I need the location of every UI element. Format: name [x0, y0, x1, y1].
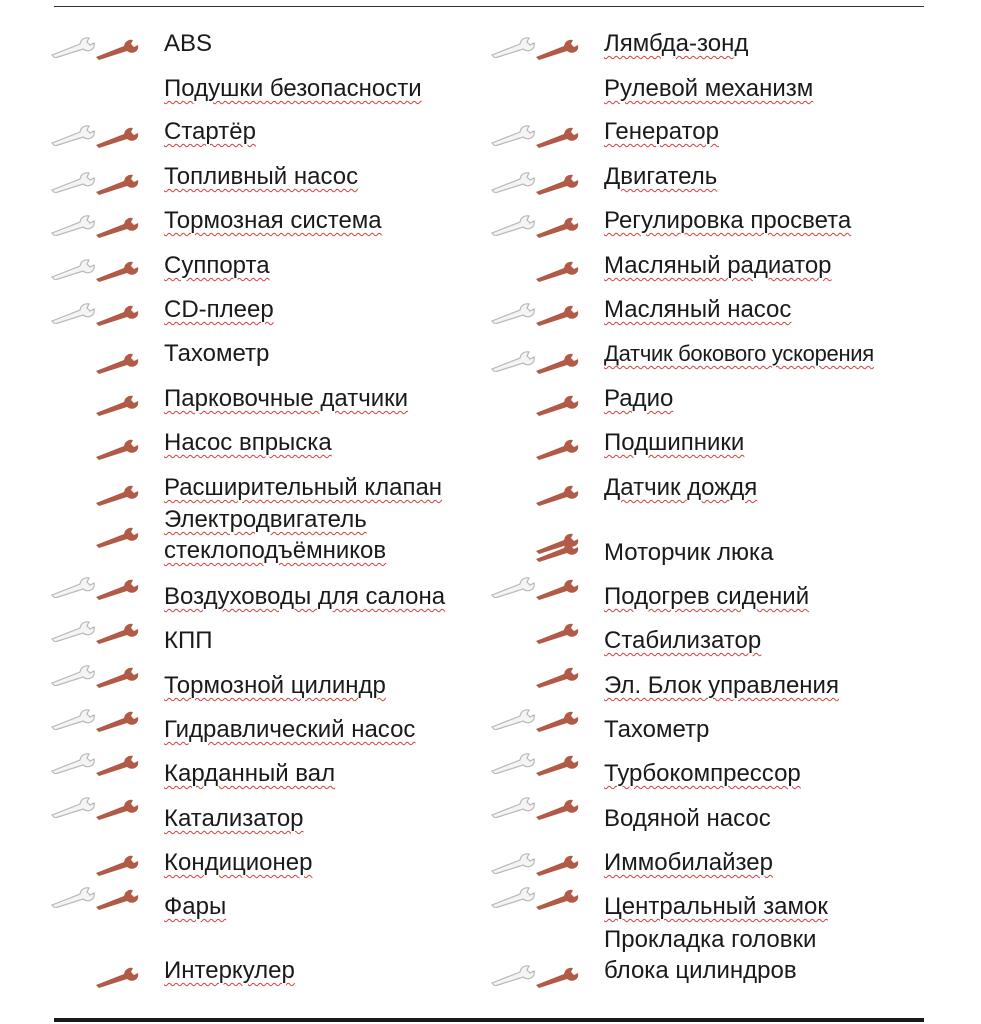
item-label [164, 504, 386, 566]
wrench-icons [490, 206, 600, 246]
item-label: Центральный замок [604, 893, 828, 920]
wrench-outline-icon [490, 214, 538, 236]
wrench-icon [94, 394, 142, 416]
wrench-icons [490, 474, 600, 514]
item-label: CD-плеер [164, 296, 274, 323]
wrench-outline-icon [50, 708, 98, 730]
item-label: Генератор [604, 118, 719, 145]
wrench-icon [94, 484, 142, 506]
item-label: Воздуховоды для салона [164, 583, 446, 610]
wrench-icon [94, 578, 142, 600]
wrench-icon [534, 394, 582, 416]
wrench-icons [50, 75, 160, 115]
wrench-icons [490, 116, 600, 156]
wrench-outline-icon [50, 258, 98, 280]
wrench-icon [534, 216, 582, 238]
wrench-icon [94, 622, 142, 644]
item-label: Тахометр [164, 340, 270, 367]
wrench-icon [94, 666, 142, 688]
wrench-icons [490, 878, 600, 918]
wrench-outline-icon [490, 852, 538, 874]
wrench-outline-icon [50, 796, 98, 818]
wrench-icons [50, 878, 160, 918]
wrench-icons [490, 75, 600, 115]
wrench-icon [534, 754, 582, 776]
item-label-line: Прокладка головки [604, 926, 817, 953]
wrench-icon [94, 888, 142, 910]
wrench-icons [490, 384, 600, 424]
item-label: Парковочные датчики [164, 385, 409, 412]
item-label: Тормозная система [164, 207, 382, 234]
wrench-outline-icon [50, 886, 98, 908]
item-label: Лямбда-зонд [604, 30, 749, 57]
wrench-icons [50, 612, 160, 652]
wrench-outline-icon [50, 36, 98, 58]
wrench-icons [50, 700, 160, 740]
wrench-outline-icon [50, 171, 98, 193]
item-label: ABS [164, 30, 213, 57]
wrench-icon [94, 126, 142, 148]
item-label: Подшипники [604, 429, 745, 456]
item-label: Эл. Блок управления [604, 672, 839, 699]
wrench-icon [94, 260, 142, 282]
wrench-icons [50, 116, 160, 156]
wrench-icon [534, 126, 582, 148]
item-label: Стартёр [164, 118, 256, 145]
wrench-icons [490, 342, 600, 382]
bottom-rule [54, 1018, 924, 1022]
wrench-icon [534, 578, 582, 600]
wrench-icons [50, 342, 160, 382]
wrench-icon [534, 966, 582, 988]
wrench-outline-icon [490, 302, 538, 324]
wrench-icon [94, 304, 142, 326]
wrench-icon [534, 438, 582, 460]
wrench-icons [50, 788, 160, 828]
item-label: Фары [164, 893, 227, 920]
wrench-outline-icon [50, 664, 98, 686]
item-label: Подушки безопасности [164, 75, 422, 102]
item-label: Двигатель [604, 163, 718, 190]
item-label: КПП [164, 627, 213, 654]
wrench-outline-icon [50, 576, 98, 598]
wrench-icons [490, 612, 600, 652]
wrench-icons [50, 163, 160, 203]
item-label: Радио [604, 385, 674, 412]
wrench-outline-icon [50, 620, 98, 642]
wrench-icons [50, 656, 160, 696]
wrench-icon [534, 798, 582, 820]
item-label: Стабилизатор [604, 627, 762, 654]
wrench-icons [490, 428, 600, 468]
item-label: Масляный радиатор [604, 252, 832, 279]
wrench-icon [94, 216, 142, 238]
wrench-icon [94, 854, 142, 876]
wrench-icon [534, 888, 582, 910]
item-label: Тахометр [604, 716, 710, 743]
item-label-line: Электродвигатель [164, 506, 367, 533]
wrench-icon [534, 260, 582, 282]
wrench-icon [534, 173, 582, 195]
item-label: Регулировка просвета [604, 207, 852, 234]
wrench-icons [50, 568, 160, 608]
wrench-icons [50, 744, 160, 784]
item-label: Масляный насос [604, 296, 792, 323]
wrench-outline-icon [50, 124, 98, 146]
wrench-icon [94, 352, 142, 374]
wrench-outline-icon [490, 964, 538, 986]
wrench-icons [490, 744, 600, 784]
item-label: Катализатор [164, 805, 304, 832]
item-label-line: стеклоподъёмников [164, 537, 387, 564]
wrench-outline-icon [490, 350, 538, 372]
wrench-icon [534, 540, 582, 562]
wrench-icons [490, 788, 600, 828]
wrench-icons [50, 294, 160, 334]
item-label: Иммобилайзер [604, 849, 773, 876]
wrench-icon [94, 526, 142, 548]
wrench-outline-icon [490, 796, 538, 818]
wrench-icons [50, 516, 160, 556]
wrench-icon [534, 710, 582, 732]
wrench-icons [50, 28, 160, 68]
wrench-outline-icon [490, 36, 538, 58]
item-label: Подогрев сидений [604, 583, 810, 610]
item-label: Тормозной цилиндр [164, 672, 386, 699]
wrench-icons [50, 206, 160, 246]
wrench-outline-icon [490, 576, 538, 598]
item-label: Водяной насос [604, 805, 771, 832]
item-label: Интеркулер [164, 957, 295, 984]
item-label: Насос впрыска [164, 429, 332, 456]
wrench-outline-icon [490, 124, 538, 146]
wrench-icon [534, 666, 582, 688]
wrench-outline-icon [50, 752, 98, 774]
wrench-icons [490, 568, 600, 608]
item-label: Рулевой механизм [604, 75, 814, 102]
wrench-icons [490, 28, 600, 68]
top-rule [54, 6, 924, 7]
wrench-icons [50, 956, 160, 996]
item-label-line: блока цилиндров [604, 957, 797, 984]
item-label: Расширительный клапан [164, 474, 443, 501]
item-label: Суппорта [164, 252, 270, 279]
wrench-icon [534, 304, 582, 326]
item-label: Моторчик люка [604, 539, 774, 566]
item-label: Датчик бокового ускорения [604, 341, 874, 366]
wrench-icon [534, 854, 582, 876]
wrench-icon [94, 798, 142, 820]
wrench-icons [50, 384, 160, 424]
wrench-icons [50, 250, 160, 290]
wrench-icon [534, 38, 582, 60]
item-label: Топливный насос [164, 163, 359, 190]
wrench-outline-icon [490, 708, 538, 730]
wrench-outline-icon [490, 752, 538, 774]
wrench-icons [50, 428, 160, 468]
wrench-icon [94, 710, 142, 732]
wrench-icons [490, 294, 600, 334]
wrench-icon [94, 754, 142, 776]
wrench-icons [490, 530, 600, 570]
item-label: Датчик дождя [604, 474, 758, 501]
wrench-icon [94, 173, 142, 195]
item-label: Карданный вал [164, 760, 336, 787]
wrench-icons [490, 700, 600, 740]
wrench-outline-icon [50, 214, 98, 236]
wrench-icons [50, 474, 160, 514]
wrench-icons [490, 656, 600, 696]
wrench-icons [490, 956, 600, 996]
item-label: Гидравлический насос [164, 716, 416, 743]
wrench-icon [94, 966, 142, 988]
wrench-icon [534, 352, 582, 374]
wrench-icons [490, 250, 600, 290]
wrench-icon [94, 38, 142, 60]
item-label: Кондиционер [164, 849, 313, 876]
wrench-icon [534, 622, 582, 644]
wrench-outline-icon [490, 886, 538, 908]
wrench-outline-icon [50, 302, 98, 324]
wrench-icon [94, 438, 142, 460]
item-label: Турбокомпрессор [604, 760, 801, 787]
wrench-icons [490, 163, 600, 203]
item-label [604, 924, 816, 986]
wrench-outline-icon [490, 171, 538, 193]
wrench-icon [534, 484, 582, 506]
